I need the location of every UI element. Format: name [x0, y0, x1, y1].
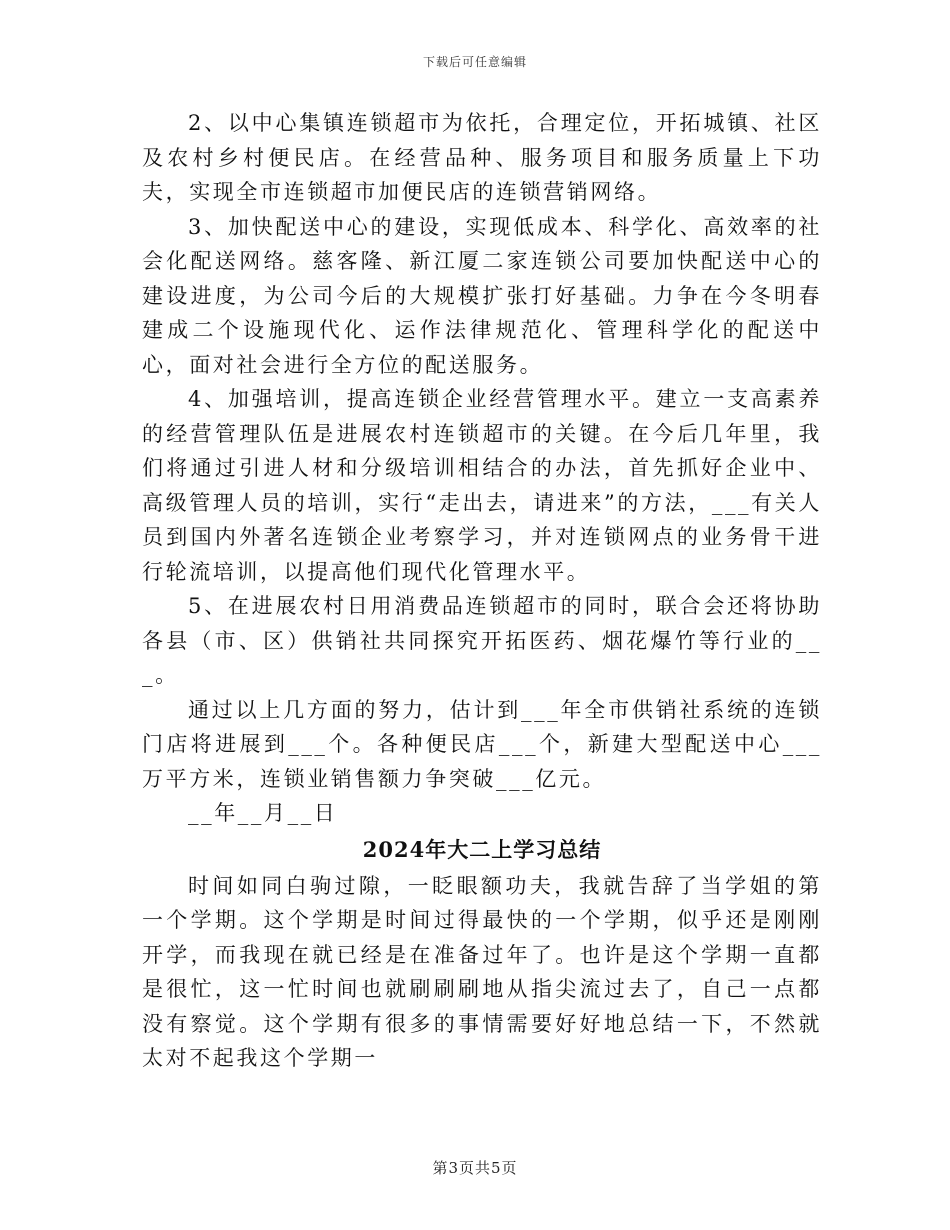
section-title: 2024年大二上学习总结	[362, 836, 602, 862]
document-body	[142, 106, 822, 1076]
paragraph-item-3: 3、加快配送中心的建设，实现低成本、科学化、高效率的社会化配送网络。慈客隆、新江厦二家连锁公司要加快配送中心的建设进度，为公司今后的大规模扩张打好基础。力争在今冬明春建成二个设施现代化、运作法律规范化、管理科学化的配送中心，面对社会进行全方位的配送服务。	[142, 214, 822, 377]
date-line: __年__月__日	[188, 801, 338, 825]
paragraph-item-2: 2、以中心集镇连锁超市为依托，合理定位，开拓城镇、社区及农村乡村便民店。在经营品种、服务项目和服务质量上下功夫，实现全市连锁超市加便民店的连锁营销网络。	[142, 111, 822, 204]
paragraph-item-4: 4、加强培训，提高连锁企业经营管理水平。建立一支高素养的经营管理队伍是进展农村连锁超市的关键。在今后几年里，我们将通过引进人材和分级培训相结合的办法，首先抓好企业中、高级管理人员的培训，实行“走出去，请进来”的方法，___有关人员到国内外著名连锁企业考察学习，并对连锁网点的业务骨干进行轮流培训，以提高他们现代化管理水平。	[142, 387, 822, 584]
summary-paragraph: 通过以上几方面的努力，估计到___年全市供销社系统的连锁门店将进展到___个。各种便民店___个，新建大型配送中心___万平方米，连锁业销售额力争突破___亿元。	[142, 697, 822, 791]
page-header: 下载后可任意编辑	[422, 55, 527, 69]
intro-paragraph: 时间如同白驹过隙，一眨眼额功夫，我就告辞了当学姐的第一个学期。这个学期是时间过得最快的一个学期，似乎还是刚刚开学，而我现在就已经是在准备过年了。也许是这个学期一直都是很忙，这一忙时间也就刷刷刷地从指尖流过去了，自己一点都没有察觉。这个学期有很多的事情需要好好地总结一下，不然就太对不起我这个学期一	[142, 873, 822, 1070]
paragraph-item-5: 5、在进展农村日用消费品连锁超市的同时，联合会还将协助各县（市、区）供销社共同探究开拓医药、烟花爆竹等行业的___。	[142, 594, 822, 687]
page-number-footer: 第3页共5页	[432, 1159, 518, 1177]
